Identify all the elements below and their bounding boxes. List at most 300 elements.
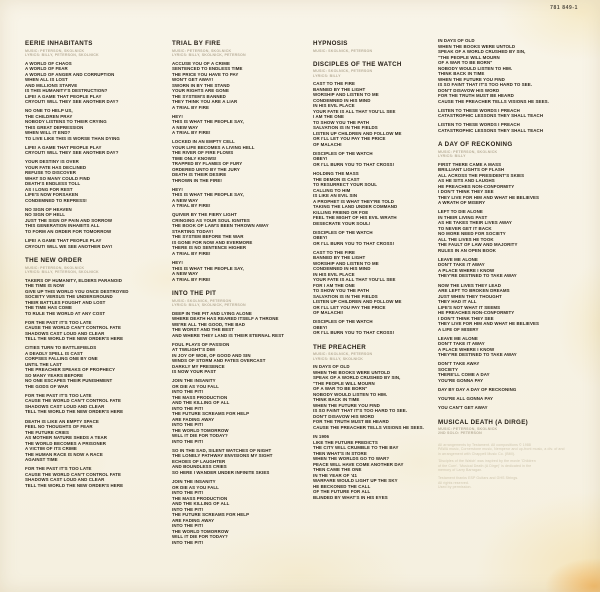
lyric-line: ALL THE LIVES HE TOOK bbox=[438, 236, 494, 242]
lyric-line: QUIVER BY THE FIERY LIGHT bbox=[172, 212, 237, 218]
lyric-stanza bbox=[25, 278, 171, 317]
lyric-line: A PLACE WHERE I KNOW bbox=[438, 267, 495, 273]
lyric-line: FOUL PLAYS OF PASSION bbox=[172, 341, 230, 347]
lyric-line: FEEL THE MIGHT OF HIS EVIL WRATH bbox=[313, 215, 397, 221]
lyric-line: THE CITY WILL CRUMBLE TO THE BAY bbox=[313, 445, 399, 451]
lyric-line: YOUR LIFE BECOMES A LIVING HELL bbox=[172, 144, 255, 150]
lyric-line: LISTEN TO THESE WORDS I PREACH bbox=[438, 107, 520, 113]
lyric-line: DEATH IS LIKE AN EMPTY SPACE bbox=[25, 418, 99, 424]
lyric-line: SO HERE I WANDER UNDER INFINITE SKIES bbox=[172, 469, 270, 475]
lyric-line: YOUR FATE IS ALL THAT YOU'LL SEE bbox=[313, 277, 396, 283]
lyric-line: OF A WAR TO BE BORN" bbox=[438, 60, 493, 65]
lyric-line: ARE LEFT TO BROKEN DREAMS bbox=[438, 288, 510, 294]
lyric-line: THIS IS WHAT THE PEOPLE SAY, bbox=[172, 265, 244, 271]
lyric-line: THE WORST AND THE BEST bbox=[172, 327, 235, 333]
lyric-line: CALLING TO HIM bbox=[313, 187, 351, 193]
lyric-line: A NEW WAY bbox=[172, 197, 199, 203]
lyric-line: FOR I AM THE ONE bbox=[313, 282, 355, 288]
lyric-line: AT TWILIGHT'S DIM bbox=[172, 347, 215, 353]
lyric-line: THEY LIVE FOR HIM AND WHAT HE BELIEVES bbox=[438, 194, 540, 200]
lyric-line: THEY'RE DESTINED TO TAKE AWAY bbox=[438, 352, 517, 358]
lyric-line: CRYOUT! WILL THEY SEE ANOTHER DAY? bbox=[25, 150, 119, 156]
lyric-line: IN THEIR LIVING PAST bbox=[438, 214, 488, 220]
lyric-stanza bbox=[313, 250, 437, 316]
lyric-line: IN THE YEAR OF '41 bbox=[313, 472, 357, 478]
lyric-line: NO MORE NEED FOR SOCIETY bbox=[438, 231, 506, 237]
song-credit: MUSIC: SKOLNICK, PETERSON bbox=[313, 69, 373, 74]
lyric-line: SENTENCED TO ENDLESS TIME bbox=[172, 66, 243, 72]
lyric-line: AS I LONG FOR REST bbox=[25, 186, 73, 192]
lyric-line: A VICTIM OF ITS CRIME bbox=[25, 446, 77, 452]
lyric-stanza bbox=[438, 122, 590, 133]
lyric-line: CAUSE THE PREACHER TELLS VISIONS HE SEES. bbox=[313, 424, 424, 430]
lyric-line: AS HE SITS AND LAUGHS bbox=[438, 178, 495, 184]
lyrics-column-3 bbox=[313, 40, 437, 504]
lyric-line: LISTEN UP CHILDREN AND FOLLOW ME bbox=[313, 299, 402, 305]
lyric-line: OR I'LL BURN YOU TO THAT CROSS! bbox=[313, 161, 395, 167]
song-header bbox=[313, 61, 437, 78]
lyric-line: OR DIE AS YOU FALL bbox=[172, 484, 219, 490]
lyrics-column-2 bbox=[172, 40, 314, 549]
lyric-line: HE PREACHES NON-CONFORMITY bbox=[438, 183, 515, 189]
lyrics-column-1 bbox=[25, 40, 171, 492]
lyric-line: BLINDED BY WHAT'S IN HIS EYES bbox=[313, 494, 388, 500]
lyric-line: DEATH IS THEIR DESIRE bbox=[172, 172, 227, 178]
lyric-line: ARE FADING AWAY bbox=[172, 517, 215, 523]
lyric-line: THINK BACK IN TIME bbox=[438, 71, 485, 76]
lyric-stanza bbox=[25, 238, 171, 249]
lyric-stanza bbox=[172, 61, 314, 111]
lyric-line: THROWN IN THE FIRE! bbox=[172, 177, 222, 183]
song-header bbox=[25, 257, 171, 274]
lyric-line: A NEW WAY bbox=[172, 124, 199, 130]
lyric-line: AND BOUNDLESS CRIES bbox=[172, 464, 227, 470]
lyric-line: SHADOWS CAST LOUD AND CLEAR bbox=[25, 330, 105, 336]
lyric-line: TO SHOW YOU THE PATH bbox=[313, 119, 370, 125]
lyric-line: THE WORLD TOMORROW bbox=[172, 427, 229, 433]
lyric-line: FOR THE TRUTH MUST BE HEARD bbox=[313, 419, 389, 425]
lyric-line: A TRIAL BY FIRE! bbox=[172, 203, 211, 209]
song-credit: LYRICS: BILLY, SKOLNICK bbox=[313, 356, 364, 361]
lyric-line: TELL THE WORLD THE NEW ORDER'S HERE bbox=[25, 409, 124, 415]
lyric-line: CAUSE THE WORLD CAN'T CONTROL FATE bbox=[25, 398, 121, 404]
lyric-stanza bbox=[438, 209, 590, 253]
lyric-line: LIFE! A GAME THAT PEOPLE PLAY bbox=[25, 238, 102, 244]
lyric-line: THEIR BATTLES FOUGHT AND LOST bbox=[25, 299, 106, 305]
lyric-line: THIS IS WHAT THE PEOPLE SAY, bbox=[172, 119, 244, 125]
lyric-line: LEAVE ME ALONE bbox=[438, 335, 478, 341]
lyric-line: DARKLY MY PRESENCE bbox=[172, 363, 225, 369]
lyric-line: OR DIE AS YOU FALL bbox=[172, 383, 219, 389]
lyric-line: THE FUTURE SCREAMS FOR HELP bbox=[172, 512, 250, 518]
lyric-stanza bbox=[438, 336, 590, 358]
lyric-line: "THE PEOPLE WILL MOURN bbox=[313, 380, 375, 386]
lyric-line: HE BECKONED THE CALL bbox=[313, 483, 371, 489]
lyric-line: TAKING THE LAND UNDER COMMAND bbox=[313, 204, 398, 210]
lyric-line: FIRST THERE CAME A MASS bbox=[438, 161, 502, 167]
lyric-line: WORSHIP AND LISTEN TO ME bbox=[313, 92, 379, 98]
lyric-line: A DEADLY SPELL IS CAST bbox=[25, 350, 83, 356]
lyric-line: IN 1906 bbox=[313, 434, 330, 440]
song-header bbox=[172, 40, 314, 57]
song-header bbox=[25, 40, 171, 57]
lyric-stanza bbox=[172, 114, 314, 136]
lyric-line: TO LIVE LIKE THIS IS WORSE THAN DYING bbox=[25, 135, 120, 141]
lyric-line: CRYOUT! WILL THEY SEE ANOTHER DAY? bbox=[25, 99, 119, 105]
lyric-stanza bbox=[172, 378, 314, 444]
lyric-line: THE LONELY PATHWAY ENVISIONS MY SIGHT bbox=[172, 453, 273, 459]
lyrics-column-4 bbox=[438, 38, 590, 493]
lyric-line: DON'T DISAVOW HIS WORD bbox=[438, 87, 500, 93]
lyric-line: A WRATH OF MISERY bbox=[438, 200, 486, 206]
lyric-line: TELL THE WORLD THE NEW ORDER'S HERE bbox=[25, 336, 124, 342]
lyric-line: NO SIGN OF HELL bbox=[25, 212, 66, 218]
lyric-line: OBEY! bbox=[313, 235, 328, 241]
lyric-line: IS NOW YOUR PAST bbox=[172, 369, 217, 375]
lyric-line: OBEY! bbox=[313, 324, 328, 330]
lyric-line: ARE FADING AWAY bbox=[172, 416, 215, 422]
lyric-line: CONDEMNED IN HIS MIND bbox=[313, 266, 371, 272]
lyric-line: TO RESURRECT YOUR SOUL bbox=[313, 182, 378, 188]
lyric-line: CATASTROPHIC LESSONS THEY SHALL TEACH bbox=[438, 127, 544, 133]
lyric-line: A TRIAL BY FIRE! bbox=[172, 250, 211, 256]
lyric-stanza bbox=[438, 387, 590, 393]
lyric-line: WILL IT DIE FOR TODAY? bbox=[172, 433, 228, 439]
lyric-line: A WORLD OF FEAR bbox=[25, 66, 68, 72]
song-credit: MUSIC: PETERSON, SKOLNICK bbox=[25, 48, 85, 53]
lyric-line: LIKE THE FUTURE PREDICTS bbox=[313, 439, 378, 445]
lyric-stanza bbox=[438, 405, 590, 411]
lyric-line: WHEN THE BOOKS WERE UNTOLD bbox=[438, 43, 516, 49]
lyric-line: THIS GREAT DEPRESSION bbox=[25, 124, 84, 130]
song-title: HYPNOSIS bbox=[313, 40, 348, 47]
lyric-line: OF MALACHI! bbox=[313, 310, 344, 316]
lyric-line: THEN CAME THE ONE bbox=[313, 467, 362, 473]
lyric-line: IN JOY OF WOE, OF GOOD AND SIN bbox=[172, 352, 251, 358]
lyric-line: JUST THE SIGN OF PAIN AND SORROW bbox=[25, 217, 113, 223]
lyric-line: INTO THE PIT! bbox=[172, 490, 204, 496]
lyric-line: NOW THE LIVES THEY LEAD bbox=[438, 282, 501, 288]
lyric-line: DEEP IN THE PIT AND LYING ALONE bbox=[172, 310, 252, 316]
lyric-line: INTO THE PIT! bbox=[172, 539, 204, 545]
lyric-line: OBEY! bbox=[313, 156, 328, 162]
lyric-stanza bbox=[172, 260, 314, 282]
song-title: THE PREACHER bbox=[313, 343, 367, 351]
lyric-line: INTO THE PIT! bbox=[172, 506, 204, 512]
lyric-stanza bbox=[172, 212, 314, 256]
lyric-line: WARFARE WOULD LIGHT UP THE SKY bbox=[313, 478, 398, 484]
lyric-line: HEY! bbox=[172, 260, 183, 266]
lyric-line: THE GODS OF WAR bbox=[25, 383, 69, 389]
song-credit: LYRICS: BILLY bbox=[313, 73, 341, 78]
fine-print bbox=[438, 443, 590, 490]
song-header bbox=[438, 419, 590, 436]
lyric-line: WHEN THE FUTURE YOU FIND bbox=[313, 402, 380, 408]
lyric-line: THE MASS PRODUCTION bbox=[172, 495, 228, 501]
lyric-line: TO RULE THE WORLD AT ANY COST bbox=[25, 310, 106, 316]
lyric-line: CAST TO THE FIRE bbox=[313, 249, 356, 255]
lyric-line: HOLDING THE MASS bbox=[313, 171, 359, 177]
lyric-line: OF A WAR TO BE BORN" bbox=[313, 386, 368, 392]
lyric-stanza bbox=[313, 230, 437, 247]
lyric-line: TO FORM AN ORDER FOR TOMORROW bbox=[25, 228, 112, 234]
lyric-line: WE'RE ALL THE GOOD, THE BAD bbox=[172, 321, 246, 327]
lyric-line: PEACE WILL HAVE COME ANOTHER DAY bbox=[313, 461, 404, 467]
lyric-line: NO SIGN OF HEAVEN bbox=[25, 206, 72, 212]
fine-print-line: in arrangement with Chappell Music Co. (BMI). bbox=[438, 451, 516, 456]
lyric-line: AGAINST TIME bbox=[25, 457, 58, 463]
lyric-line: NO ONE ESCAPES THEIR PUNISHMENT bbox=[25, 378, 113, 384]
song-title: A DAY OF RECKONING bbox=[438, 141, 513, 149]
lyric-line: BANNED BY THE LIGHT bbox=[313, 255, 366, 261]
fine-print-line: Testament thanks ESP Guitars and GHS Strings. bbox=[438, 476, 519, 480]
lyric-line: WHEN ALL IS LOST bbox=[25, 77, 68, 83]
lyric-stanza bbox=[172, 187, 314, 209]
lyric-line: IS THIS HUMANITY'S DESTRUCTION? bbox=[25, 88, 108, 94]
lyric-line: LOCKED IN AN EMPTY CELL bbox=[172, 139, 235, 145]
song-header bbox=[172, 290, 314, 307]
lyric-line: THE MASS PRODUCTION bbox=[172, 394, 228, 400]
lyric-line: OR I'LL LET YOU PAY THE PRICE bbox=[313, 304, 386, 310]
fine-print-group bbox=[438, 476, 590, 490]
lyric-stanza bbox=[438, 162, 590, 206]
lyric-line: OR I'LL LET YOU PAY THE PRICE bbox=[313, 136, 386, 142]
lyric-line: THE PRICE YOU HAVE TO PAY bbox=[172, 71, 239, 77]
lyric-stanza bbox=[172, 479, 314, 545]
lyric-line: WINDS OF STORM AND FATES OVERCAST bbox=[172, 358, 266, 364]
lyric-line: THE WORLD TOMORROW bbox=[172, 528, 229, 534]
lyric-stanza bbox=[438, 396, 590, 402]
lyric-line: TAKERS OF HUMANITY, ELDERS PARANOID bbox=[25, 277, 123, 283]
lyric-line: GIVE UP THIS WORLD YOU ONCE DESTROYED bbox=[25, 288, 129, 294]
lyric-line: SPEAK OF A WORLD CRUSHED BY SIN, bbox=[313, 375, 401, 381]
lyric-line: A PLACE WHERE I KNOW bbox=[438, 346, 495, 352]
lyric-line: YOU'RE ALL GONNA PAY bbox=[438, 395, 494, 401]
lyric-line: OF THE FUTURE FOR ALL bbox=[313, 489, 371, 495]
lyric-line: JUST WHEN THEY THOUGHT bbox=[438, 293, 502, 299]
song-credit: LYRICS: BILLY, PETERSON, SKOLNICK bbox=[25, 269, 99, 274]
song-credit: MUSIC: PETERSON, SKOLNICK bbox=[438, 427, 498, 432]
lyric-line: THE TIME IS NOW bbox=[25, 283, 65, 289]
lyric-line: FOR THE PAST IT'S TOO LATE bbox=[25, 392, 92, 398]
lyric-line: I AM THE ONE bbox=[313, 114, 345, 120]
lyric-line: DON'T TAKE IT AWAY bbox=[438, 262, 485, 268]
lyric-line: A PROPHET IS WHAT THEY'RE TOLD bbox=[313, 198, 395, 204]
fine-print-line: of the Corn'. 'Musical Death (A Dirge)' is dedicated in the bbox=[438, 463, 532, 468]
lyric-line: YOU'RE GONNA PAY bbox=[438, 377, 484, 383]
lyric-line: ECHOES OF LAUGHTER bbox=[172, 458, 226, 464]
lyric-line: TO NEVER GET IT BACK bbox=[438, 225, 492, 231]
song-header bbox=[438, 141, 590, 158]
lyric-line: SOCIETY bbox=[438, 366, 458, 372]
lyric-line: ALL ACROSS THE PRESIDENT'S SKIES bbox=[438, 172, 525, 178]
lyric-line: ORDERED UNTO BY THE JURY bbox=[172, 166, 240, 172]
lyric-line: DISCIPLES OF THE WATCH bbox=[313, 150, 373, 156]
lyric-stanza bbox=[25, 159, 171, 203]
song-credit: MUSIC: PETERSON, SKOLNICK bbox=[25, 265, 85, 270]
lyric-line: "THE PEOPLE WILL MOURN bbox=[438, 54, 500, 60]
fine-print-line: 'Disciples of the Watch' was inspired by the movie 'Children bbox=[438, 459, 536, 464]
lyric-line: IS SO FAINT THAT IT'S TOO HARD TO SEE. bbox=[438, 82, 533, 87]
lyric-line: OF MALACHI bbox=[313, 141, 342, 147]
fine-print-line: All arrangements by Testament. All compositions © 1988 bbox=[438, 442, 531, 447]
lyric-line: UNTIL THE LAST bbox=[25, 361, 62, 367]
lyric-line: THE PREACHER SPEAKS OF PROPHECY bbox=[25, 367, 116, 373]
lyric-line: TIME ONLY KNOWS! bbox=[172, 155, 217, 161]
lyric-line: THERE IS NO SENTENCE HIGHER bbox=[172, 245, 247, 251]
lyric-stanza bbox=[438, 361, 590, 383]
lyric-line: DAY BY DAY A DAY OF RECKONING bbox=[438, 386, 517, 392]
lyric-line: SHADOWS CAST LOUD AND CLEAR bbox=[25, 403, 105, 409]
lyric-line: THE HUMAN RACE IS NOW A RACE bbox=[25, 451, 103, 457]
lyric-line: HE PREACHES NON-CONFORMITY bbox=[438, 310, 515, 316]
song-credit: MUSIC: SKOLNICK, PETERSON bbox=[313, 48, 373, 53]
lyric-line: LEAVE ME ALONE bbox=[438, 256, 478, 262]
lyric-line: SHADOWS CAST LOUD AND CLEAR bbox=[25, 477, 105, 483]
song-header bbox=[313, 40, 437, 53]
lyric-line: IN DAYS OF OLD bbox=[313, 364, 350, 370]
fine-print-line: Used by permission. bbox=[438, 485, 472, 489]
song-credit: 2ND SOLO: PETERSON bbox=[438, 431, 482, 436]
song-credit: LYRICS: BILLY, SKOLNICK, PETERSON bbox=[172, 52, 246, 57]
lyric-line: OR I'LL BURN YOU TO THAT CROSS! bbox=[313, 240, 395, 246]
lyric-line: WHEN THE BOOKS WERE UNTOLD bbox=[313, 369, 391, 375]
lyric-line: A WORLD OF ANGER AND CORRUPTION bbox=[25, 71, 115, 77]
lyric-line: THE SYSTEM'S BANNED bbox=[172, 93, 226, 99]
lyric-line: THIS IS WHAT THE PEOPLE SAY, bbox=[172, 192, 244, 198]
lyric-stanza bbox=[25, 419, 171, 463]
song-credit: MUSIC: SKOLNICK, PETERSON bbox=[172, 298, 232, 303]
lyric-line: OR I'LL BURN YOU TO THAT CROSS! bbox=[313, 330, 395, 336]
lyric-line: JOIN THE INSANITY bbox=[172, 479, 216, 485]
lyric-line: THE BOOK OF LAW'S BEEN THROWN AWAY bbox=[172, 223, 269, 229]
lyric-line: NOBODY WOULD LISTEN TO HIM. bbox=[313, 391, 388, 397]
lyric-line: IS GONE FOR NOW AND EVERMORE bbox=[172, 239, 253, 245]
lyric-stanza bbox=[313, 364, 437, 430]
lyric-line: YOUR RIGHTS ARE GONE bbox=[172, 88, 229, 94]
lyric-stanza bbox=[25, 320, 171, 342]
lyric-line: THE TIME HAS COME bbox=[25, 305, 73, 311]
lyric-line: AND THE KILLING OF ALL bbox=[172, 501, 230, 507]
lyric-line: INTO THE PIT! bbox=[172, 422, 204, 428]
fine-print-line: All rights reserved. bbox=[438, 480, 469, 485]
lyric-line: SOCIETY VERSUS THE UNDERGROUND bbox=[25, 294, 113, 300]
lyric-line: TRAPPED BY FLAMES OF FURY bbox=[172, 161, 243, 167]
song-title: INTO THE PIT bbox=[172, 290, 217, 298]
lyric-line: SO MANY YEARS BEFORE bbox=[25, 372, 84, 378]
lyric-stanza bbox=[313, 319, 437, 336]
lyric-line: DEATH'S ENDLESS TOLL bbox=[25, 181, 81, 187]
lyric-line: THE WORLD BECOMES A PRISONER bbox=[25, 440, 107, 446]
lyric-line: WHAT SO MANY COULD FIND bbox=[25, 175, 91, 181]
lyric-line: FOR THE PAST IT'S TOO LATE bbox=[25, 466, 92, 472]
lyric-line: SPEAK OF A WORLD CRUSHED BY SIN, bbox=[438, 49, 526, 54]
lyric-line: A TRIAL BY FIRE bbox=[172, 104, 210, 110]
lyric-stanza bbox=[313, 151, 437, 168]
lyric-line: THEY HAD IT ALL bbox=[438, 299, 477, 305]
lyric-line: THE FUTURE SCREAMS FOR HELP bbox=[172, 411, 250, 417]
lyric-line: AS HE TAKES THEIR LIVES AWAY bbox=[438, 220, 512, 226]
lyric-line: WHEN THE FUTURE YOU FIND bbox=[438, 76, 505, 82]
lyric-line: FEEL NO THOUGHTS OF FEAR bbox=[25, 424, 93, 430]
lyric-line: THE CHILDREN PRAY bbox=[25, 113, 73, 119]
lyric-stanza bbox=[25, 466, 171, 488]
lyric-line: TELL THE WORLD THE NEW ORDER'S HERE bbox=[25, 482, 124, 488]
lyric-line: THE SYSTEM BEFORE THE WAR bbox=[172, 234, 244, 240]
lyric-line: KILLING FRIEND OR FOE bbox=[313, 209, 369, 215]
lyric-line: IN DAYS OF OLD bbox=[438, 38, 475, 43]
lyric-line: BANNED BY THE LIGHT bbox=[313, 86, 366, 92]
song-credit: MUSIC: PETERSON, SKOLNICK bbox=[172, 48, 232, 53]
lyric-line: WHEN WILL IT END? bbox=[25, 130, 71, 136]
lyric-stanza bbox=[25, 61, 171, 105]
lyric-line: CAST TO THE FIRE bbox=[313, 81, 356, 87]
lyric-stanza bbox=[172, 311, 314, 339]
lyric-stanza bbox=[313, 434, 437, 500]
song-title: THE NEW ORDER bbox=[25, 257, 83, 265]
lyric-line: RULES IN AN OPEN BOOK bbox=[438, 247, 497, 253]
lyric-line: CRYOUT! WILL WE SEE ANOTHER DAY! bbox=[25, 243, 113, 249]
fine-print-group bbox=[438, 443, 590, 457]
lyric-line: DISCIPLES OF THE WATCH bbox=[313, 319, 373, 325]
lyric-line: STARTING TODAY! bbox=[172, 228, 214, 234]
lyric-line: THINK BACK IN TIME bbox=[313, 397, 360, 403]
lyric-stanza bbox=[313, 81, 437, 147]
lyric-line: A NEW WAY bbox=[172, 271, 199, 277]
lyric-line: A LIFE OF MISERY bbox=[438, 326, 479, 332]
lyric-stanza bbox=[25, 145, 171, 156]
lyric-line: CONDEMNED IN HIS MIND bbox=[313, 97, 371, 103]
lyric-line: INTO THE PIT! bbox=[172, 438, 204, 444]
song-credit: MUSIC: PETERSON, SKOLNICK bbox=[438, 149, 498, 154]
lyric-stanza bbox=[25, 207, 171, 235]
lyric-line: SALVATION IS IN THE FIELDS bbox=[313, 293, 378, 299]
lyric-line: CONDEMNED TO REPRESS! bbox=[25, 197, 87, 203]
lyric-stanza bbox=[25, 393, 171, 415]
song-credit: LYRICS: BILLY, PETERSON, SKOLNICK bbox=[25, 52, 99, 57]
lyric-line: THEY THINK YOU ARE A LIAR bbox=[172, 99, 238, 105]
lyric-line: AND THE KILLING OF ALL bbox=[172, 400, 230, 406]
lyric-line: THE RIVER OF FIRE FLOWS bbox=[172, 150, 234, 156]
lyric-stanza bbox=[438, 283, 590, 333]
lyric-stanza bbox=[313, 171, 437, 226]
fine-print-group bbox=[438, 459, 590, 473]
lyric-line: A TRIAL BY FIRE! bbox=[172, 130, 211, 136]
lyric-line: WORSHIP AND LISTEN TO ME bbox=[313, 260, 379, 266]
lyric-line: THE FAULT OF LAW AND MAJORITY bbox=[438, 242, 518, 248]
lyric-line: SALVATION IS IN THE FIELDS bbox=[313, 125, 378, 131]
lyric-stanza bbox=[172, 139, 314, 183]
lyric-line: ACCUSE YOU OF A CRIME bbox=[172, 60, 231, 66]
lyric-line: INTO THE PIT! bbox=[172, 389, 204, 395]
lyric-line: AS MOTHER NATURE SHEDS A TEAR bbox=[25, 435, 108, 441]
song-credit: LYRICS: BILLY, SKOLNICK, PETERSON bbox=[172, 302, 246, 307]
lyric-line: LIFE'S NOT WHAT IT SEEMS bbox=[438, 304, 501, 310]
lyric-line: AND WHERE THEY LAND IS THEIR ETERNAL REST bbox=[172, 332, 285, 338]
lyric-line: CAUSE THE PREACHER TELLS VISIONS HE SEES. bbox=[438, 98, 549, 104]
song-title: TRIAL BY FIRE bbox=[172, 40, 221, 47]
lyric-line: CAUSE THE WORLD CAN'T CONTROL FATE bbox=[25, 471, 121, 477]
lyric-line: DON'T DISAVOW HIS WORD bbox=[313, 413, 375, 419]
song-credit: MUSIC: SKOLNICK, PETERSON bbox=[313, 352, 373, 357]
lyric-line: DON'T TAKE AWAY bbox=[438, 361, 480, 367]
lyric-line: THE DEMON IS CAST bbox=[313, 176, 360, 182]
lyric-line: IN HIS EVIL PLACE bbox=[313, 103, 355, 109]
song-credit: LYRICS: BILLY bbox=[438, 153, 466, 158]
lyric-line: CORPSES FALLING ONE BY ONE bbox=[25, 356, 98, 362]
song-header bbox=[313, 344, 437, 361]
lyric-line: SWORN IN BY THE STAND bbox=[172, 82, 230, 88]
